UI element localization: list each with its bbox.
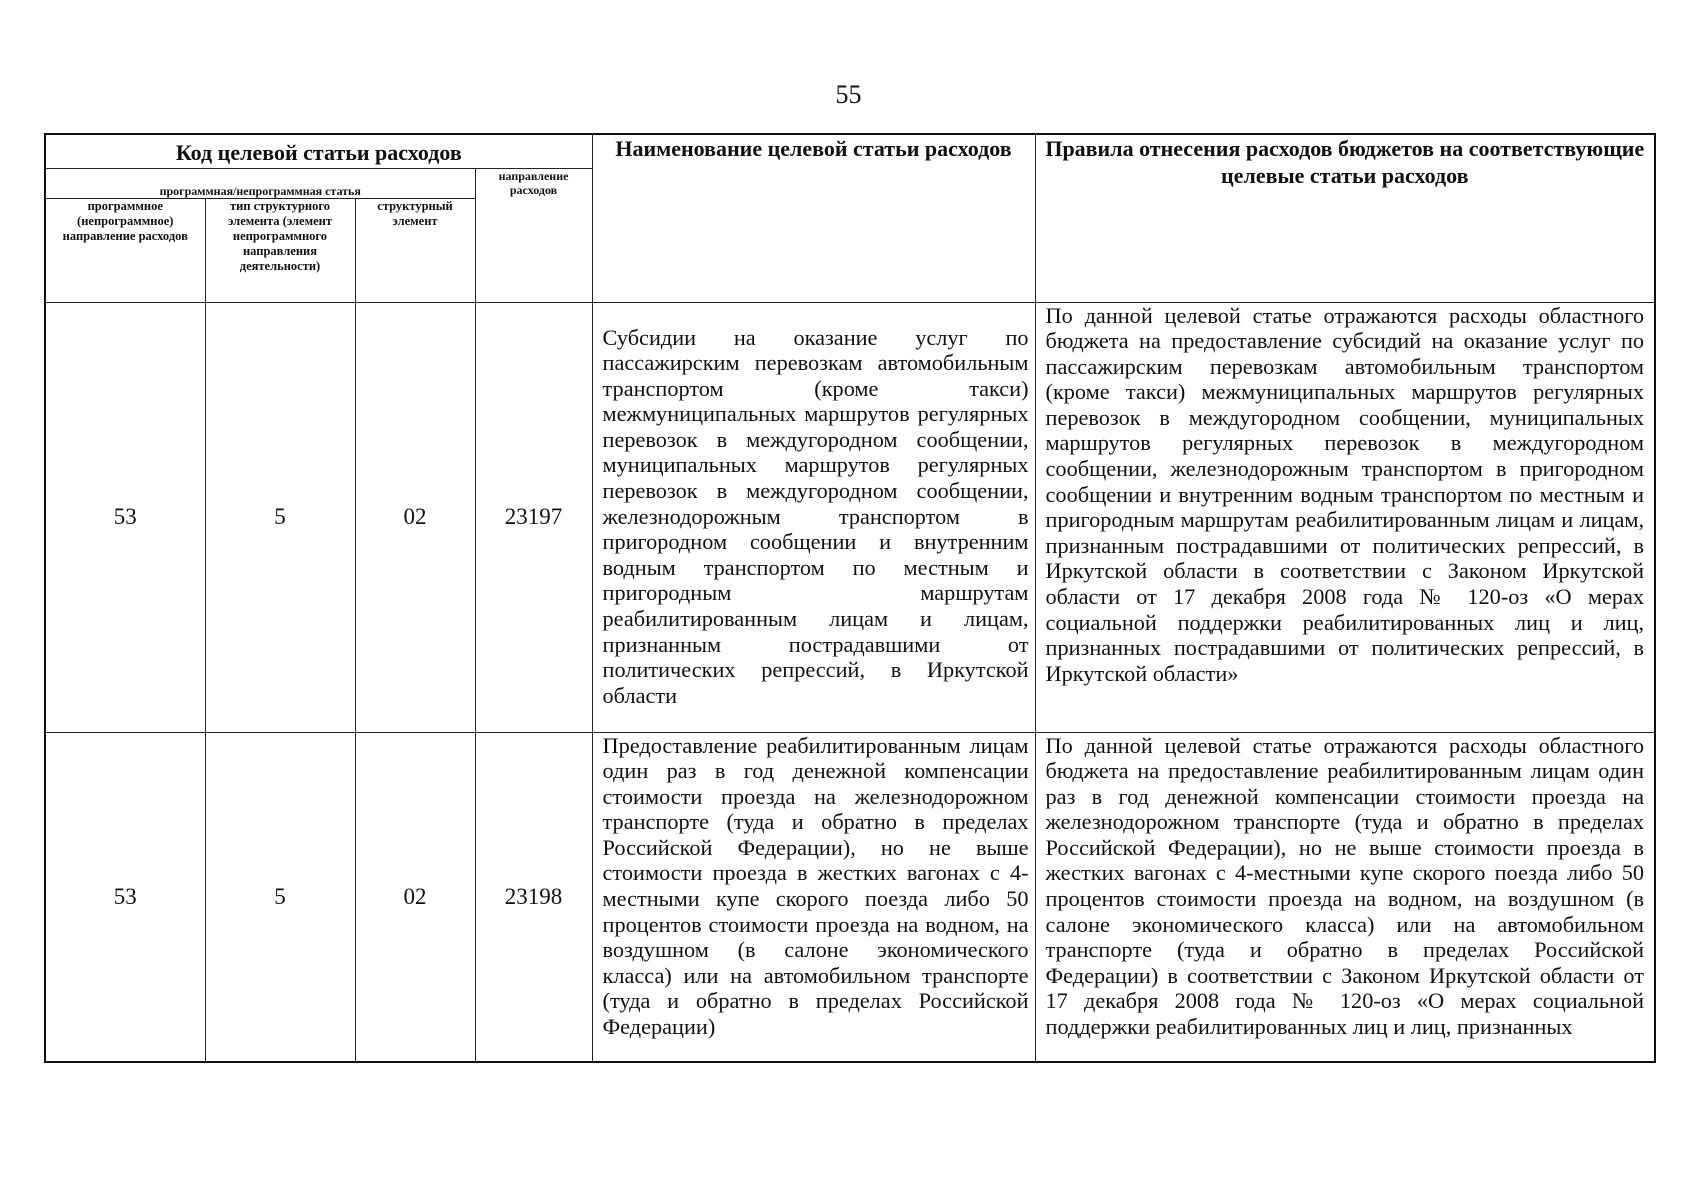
- cell-rules: По данной целевой статье отражаются расходы областного бюджета на предоставление субсидий на оказание услуг по пассажирским перевозкам автомобильным транспортом (кроме такси) межмуниципальных маршрутов регулярных перевозок в междугородном сообщении, муниципальных маршрутов регулярных перевозок в междугородном сообщении, железнодорожным транспортом в пригородном сообщении и внутренним водным транспортом по местным и пригородным маршрутам реабилитированным лицам и лицам, признанным пострадавшими от политических репрессий, в Иркутской области в соответствии с Законом Иркутской области от 17 декабря 2008 года № 120-оз «О мерах социальной поддержки реабилитированных лиц и лиц, признанных пострадавшими от политических репрессий, в Иркутской области»: [1035, 302, 1655, 732]
- header-name: Наименование целевой статьи расходов: [592, 134, 1035, 302]
- header-rules: Правила отнесения расходов бюджетов на соответствующие целевые статьи расходов: [1035, 134, 1655, 302]
- cell-program: 53: [45, 302, 205, 732]
- cell-direction: 23198: [475, 732, 592, 1062]
- cell-rules: По данной целевой статье отражаются расходы областного бюджета на предоставление реабилитированным лицам один раз в год денежной компенсации стоимости проезда на железнодорожном транспорте (туда и обратно в пределах Российской Федерации), но не выше стоимости проезда в жестких вагонах с 4-местными купе скорого поезда либо 50 процентов стоимости проезда на водном, на воздушном (в салоне экономического класса) или на автомобильном транспорте (туда и обратно в пределах Российской Федерации) в соответствии с Законом Иркутской области от 17 декабря 2008 года № 120-оз «О мерах социальной поддержки реабилитированных лиц и лиц, признанных: [1035, 732, 1655, 1062]
- cell-name: Предоставление реабилитированным лицам один раз в год денежной компенсации стоимости проезда на железнодорожном транспорте (туда и обратно в пределах Российской Федерации), но не выше стоимости проезда в жестких вагонах с 4-местными купе скорого поезда либо 50 процентов стоимости проезда на водном, на воздушном (в салоне экономического класса) или на автомобильном транспорте (туда и обратно в пределах Российской Федерации): [592, 732, 1035, 1062]
- cell-element: 02: [355, 732, 475, 1062]
- header-element-type: тип структурного элемента (элемент непрограммного направления деятельности): [205, 198, 355, 302]
- header-program-item: программная/непрограммная статья: [45, 168, 475, 198]
- budget-table: [44, 133, 1656, 1063]
- cell-direction: 23197: [475, 302, 592, 732]
- cell-program: 53: [45, 732, 205, 1062]
- cell-element: 02: [355, 302, 475, 732]
- header-direction: направление расходов: [475, 168, 592, 302]
- header-structural-element: структурный элемент: [355, 198, 475, 302]
- header-code-group: Код целевой статьи расходов: [45, 134, 592, 168]
- table-row: [45, 732, 1655, 1062]
- header-program-direction: программное (непрограммное) направление расходов: [45, 198, 205, 302]
- page-number: 55: [835, 80, 862, 109]
- cell-type: 5: [205, 302, 355, 732]
- cell-name: Субсидии на оказание услуг по пассажирским перевозкам автомобильным транспортом (кроме такси) межмуниципальных маршрутов регулярных перевозок в междугородном сообщении, муниципальных маршрутов регулярных перевозок в междугородном сообщении, железнодорожным транспортом в пригородном сообщении и внутренним водным транспортом по местным и пригородным маршрутам реабилитированным лицам и лицам, признанным пострадавшими от политических репрессий, в Иркутской области: [592, 302, 1035, 732]
- table-row: [45, 302, 1655, 732]
- cell-type: 5: [205, 732, 355, 1062]
